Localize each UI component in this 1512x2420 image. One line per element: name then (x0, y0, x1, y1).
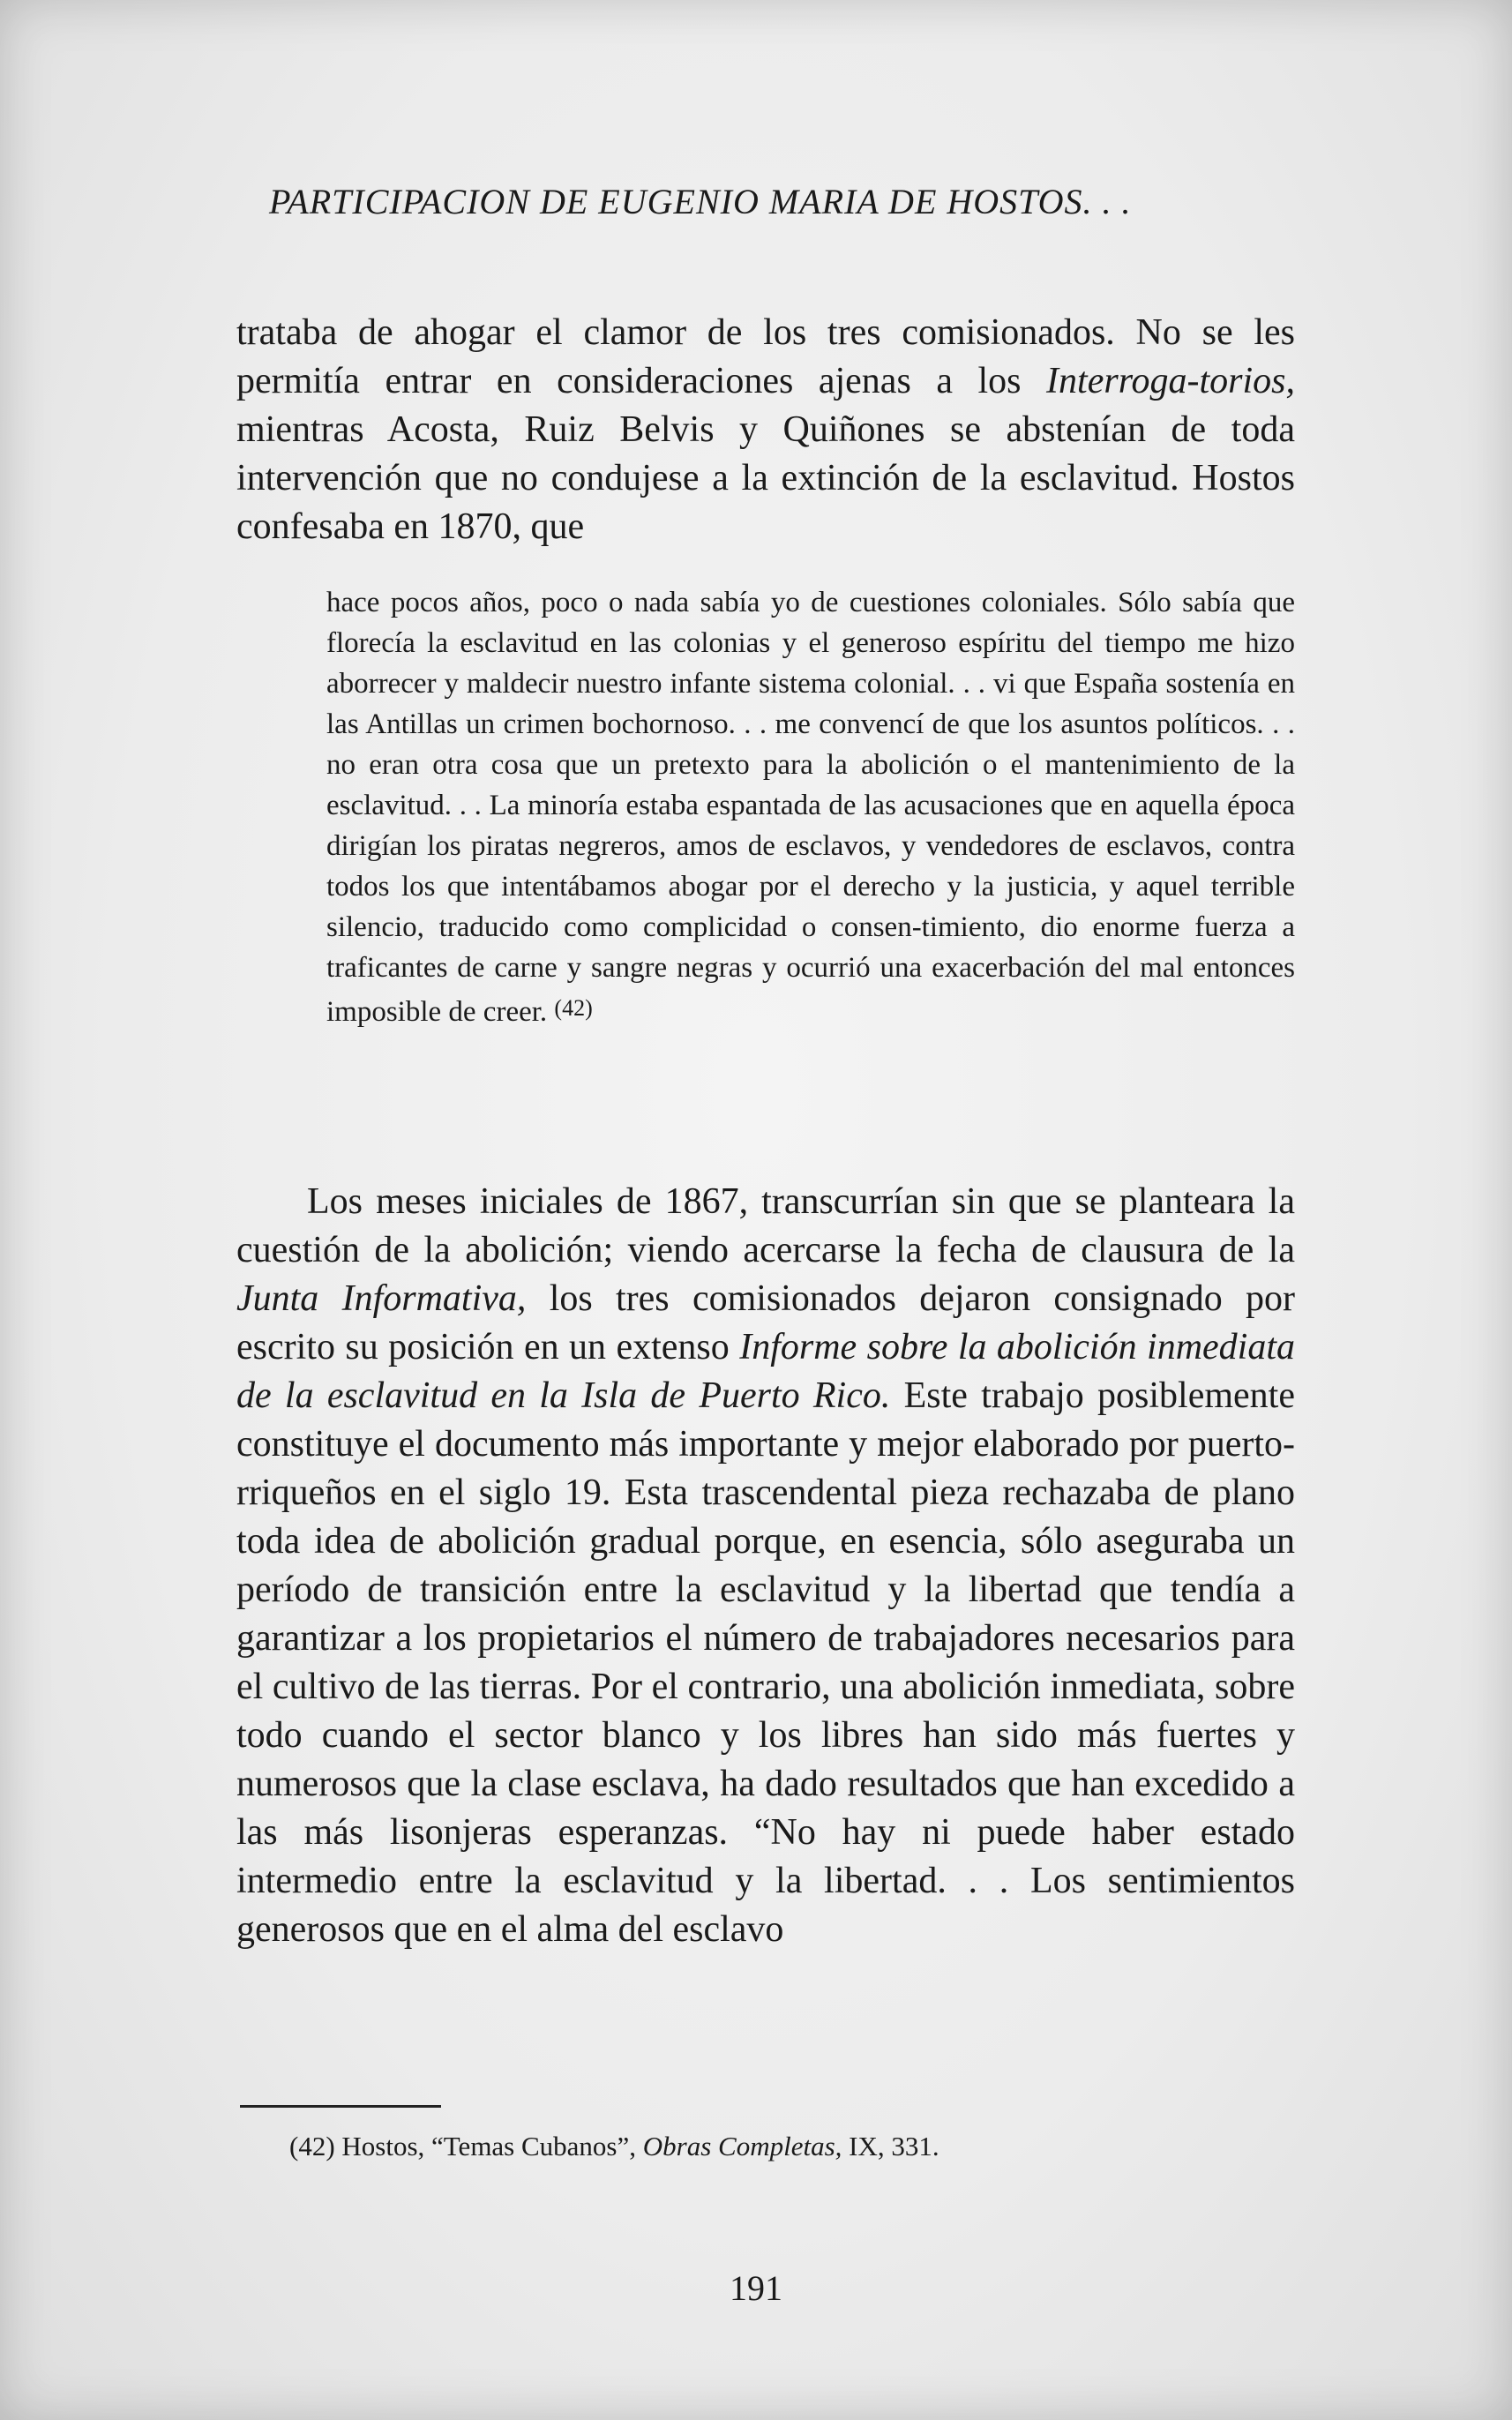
footnote-italic-obras: Obras Completas, (642, 2131, 842, 2162)
block-quote-text: hace pocos años, poco o nada sabía yo de cuestiones coloniales. Sólo sabía que florecía la esclavitud en las colonias y el generoso espíritu del tiempo me hizo aborrecer y maldecir nuestro infante sistema colonial. . . vi que España sostenía en las Antillas un crimen bochornoso. . . me convencí de que los asuntos políticos. . . no eran otra cosa que un pretexto para la abolición o el mantenimiento de la esclavitud. . . La minoría estaba espantada de las acusaciones que en aquella época dirigían los piratas negreros, amos de esclavos, y vendedores de esclavos, contra todos los que intentábamos abogar por el derecho y la justicia, y aquel terrible silencio, traducido como complicidad o consen-timiento, dio enorme fuerza a traficantes de carne y sangre negras y ocurrió una exacerbación del mal entonces imposible de creer. (326, 587, 1295, 1028)
paragraph-1-text-a: trataba de ahogar el clamor de los tres comisionados. No se les permitía entrar en consideraciones ajenas a los (236, 312, 1295, 401)
paragraph-2-text-b: los tres comisionados dejaron consignado por escrito su posición en un extenso (236, 1278, 1296, 1367)
footnote-text-a: (42) Hostos, “Temas Cubanos”, (289, 2131, 643, 2162)
paragraph-2-text-c: Este trabajo posiblemente constituye el documento más importante y mejor elaborado por puerto-rriqueños en el siglo 19. Esta trascendental pieza rechazaba de plano toda idea de abolición gradual porque, en esencia, sólo aseguraba un período de transición entre la esclavitud y la libertad que tendía a garantizar a los propietarios el número de trabajadores necesarios para el cultivo de las tierras. Por el contrario, una abolición inmediata, sobre todo cuando el sector blanco y los libres han sido más fuertes y numerosos que la clase esclava, ha dado resultados que han excedido a las más lisonjeras esperanzas. “No hay ni puede haber estado intermedio entre la esclavitud y la libertad. . . Los sentimientos generosos que en el alma del esclavo (236, 1375, 1295, 1950)
page-number: 191 (730, 2268, 782, 2308)
paragraph-2 (236, 1178, 1295, 1954)
running-header: PARTICIPACION DE EUGENIO MARIA DE HOSTOS. . . (269, 182, 1132, 221)
paragraph-1-italic-interrogatorios: Interroga-torios, (1046, 361, 1295, 401)
footnote-42 (289, 2129, 1295, 2164)
footnote-divider (240, 2105, 441, 2108)
paragraph-2-text-a: Los meses iniciales de 1867, transcurrían sin que se planteara la cuestión de la abolición; viendo acercarse la fecha de clausura de la (236, 1181, 1295, 1270)
paragraph-2-italic-informe: Informe sobre la abolición inmediata de la esclavitud en la Isla de Puerto Rico. (236, 1327, 1296, 1416)
footnote-reference-42: (42) (554, 995, 593, 1021)
paragraph-1 (236, 309, 1295, 551)
paragraph-2-italic-junta: Junta Informativa, (236, 1278, 527, 1319)
block-quote (326, 582, 1295, 1032)
paragraph-1-text-b: mientras Acosta, Ruiz Belvis y Quiñones se abstenían de toda intervención que no condujese a la extinción de la esclavitud. Hostos confesaba en 1870, que (236, 409, 1295, 547)
footnote-text-b: IX, 331. (842, 2131, 939, 2162)
